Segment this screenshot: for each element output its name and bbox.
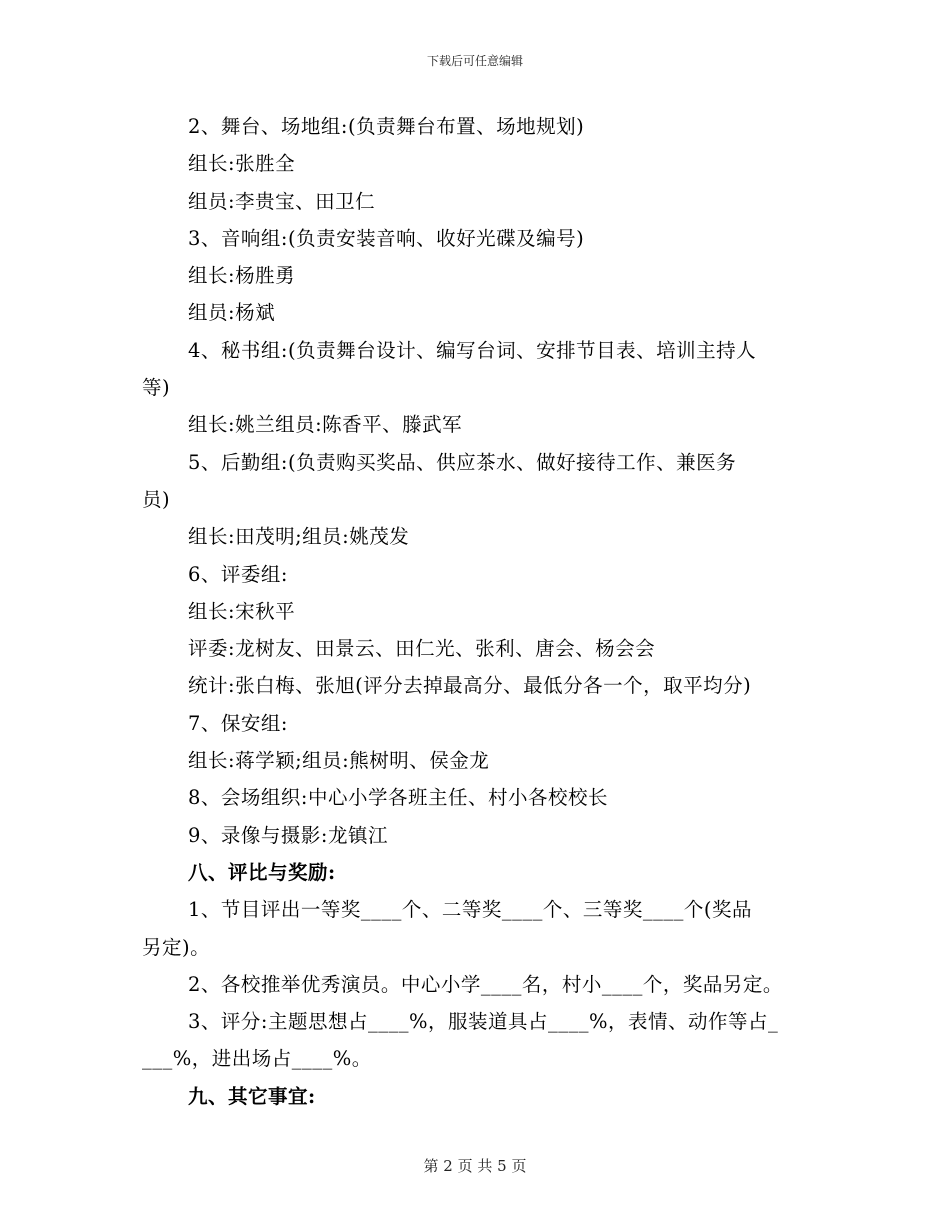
heading-other-matters: 九、其它事宜:: [188, 1084, 316, 1108]
section-judges-group: 6、评委组:: [188, 562, 288, 586]
heading-evaluation-awards: 八、评比与奖励:: [188, 860, 336, 884]
section-venue-organization: 8、会场组织:中心小学各班主任、村小各校校长: [188, 786, 608, 810]
awards-item-1: 1、节目评出一等奖____个、二等奖____个、三等奖____个(奖品: [188, 898, 753, 922]
security-group-leader-members: 组长:蒋学颖;组员:熊树明、侯金龙: [188, 749, 490, 773]
awards-item-2: 2、各校推举优秀演员。中心小学____名，村小____个，奖品另定。: [188, 972, 783, 996]
section-sound-group: 3、音响组:(负责安装音响、收好光碟及编号): [188, 226, 585, 250]
section-video-photography: 9、录像与摄影:龙镇江: [188, 823, 388, 847]
judges-group-leader: 组长:宋秋平: [188, 599, 296, 623]
section-logistics-group-continued: 员): [142, 487, 171, 511]
section-logistics-group: 5、后勤组:(负责购买奖品、供应茶水、做好接待工作、兼医务: [188, 450, 737, 474]
section-stage-group: 2、舞台、场地组:(负责舞台布置、场地规划): [188, 115, 585, 138]
sound-group-leader: 组长:杨胜勇: [188, 264, 296, 288]
awards-item-3: 3、评分:主题思想占____%，服装道具占____%，表情、动作等占_: [188, 1010, 779, 1034]
judges-list: 评委:龙树友、田景云、田仁光、张利、唐会、杨会会: [188, 637, 656, 661]
section-secretary-group: 4、秘书组:(负责舞台设计、编写台词、安排节目表、培训主持人: [188, 338, 757, 362]
statistics-line: 统计:张白梅、张旭(评分去掉最高分、最低分各一个，取平均分): [188, 674, 752, 698]
section-security-group: 7、保安组:: [188, 711, 288, 735]
secretary-group-leader-members: 组长:姚兰组员:陈香平、滕武军: [188, 413, 463, 437]
stage-group-members: 组员:李贵宝、田卫仁: [188, 189, 376, 213]
logistics-group-leader-members: 组长:田茂明;组员:姚茂发: [188, 525, 410, 549]
awards-item-3-continued: ___%，进出场占____%。: [142, 1047, 372, 1071]
page-header: 下载后可任意编辑: [426, 54, 523, 68]
document-body: [142, 108, 822, 1115]
section-secretary-group-continued: 等): [142, 376, 171, 400]
awards-item-1-continued: 另定)。: [142, 935, 211, 959]
stage-group-leader: 组长:张胜全: [188, 152, 296, 176]
sound-group-members: 组员:杨斌: [188, 301, 276, 325]
page-footer: 第 2 页 共 5 页: [423, 1157, 527, 1175]
